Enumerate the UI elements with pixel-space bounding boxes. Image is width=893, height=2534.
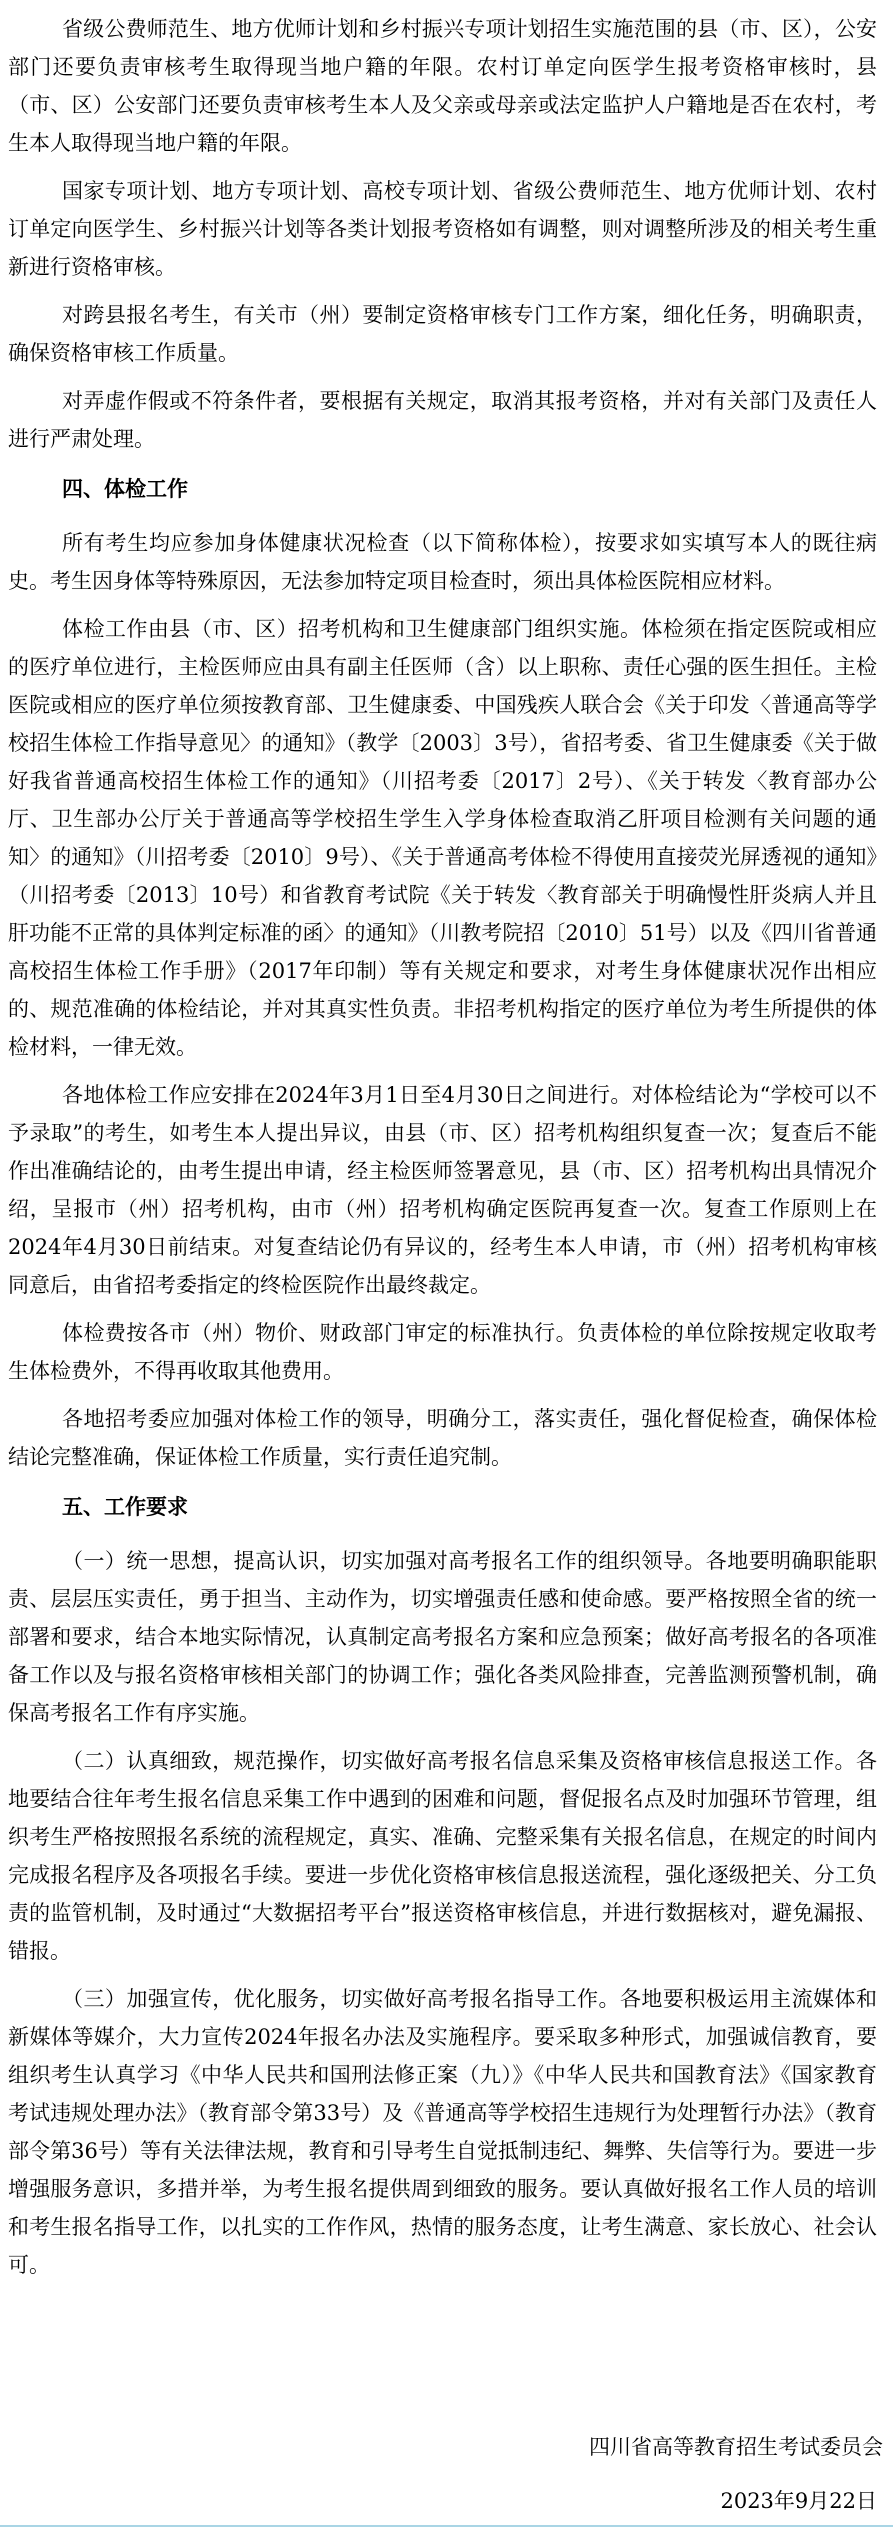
paragraph-exam-schedule-and-review: 各地体检工作应安排在2024年3月1日至4月30日之间进行。对体检结论为“学校可以不予录取”的考生，如考生本人提出异议，由县（市、区）招考机构组织复查一次；复查后不能作出准确结论的，由考生提出申请，经主检医师签署意见，县（市、区）招考机构出具情况介绍，呈报市（州）招考机构，由市（州）招考机构确定医院再复查一次。复查工作原则上在2024年4月30日前结束。对复查结论仍有异议的，经考生本人申请，市（州）招考机构审核同意后，由省招考委指定的终检医院作出最终裁定。 (8, 1083, 877, 1297)
bottom-divider (0, 2525, 893, 2527)
paragraph-exam-implementation-regulations: 体检工作由县（市、区）招考机构和卫生健康部门组织实施。体检须在指定医院或相应的医疗单位进行，主检医师应由具有副主任医师（含）以上职称、责任心强的医生担任。主检医院或相应的医疗单位须按教育部、卫生健康委、中国残疾人联合会《关于印发〈普通高等学校招生体检工作指导意见〉的通知》（教学〔2003〕3号），省招考委、省卫生健康委《关于做好我省普通高校招生体检工作的通知》（川招考委〔2017〕2号）、《关于转发〈教育部办公厅、卫生部办公厅关于普通高等学校招生学生入学身体检查取消乙肝项目检测有关问题的通知〉的通知》（川招考委〔2010〕9号）、《关于普通高考体检不得使用直接荧光屏透视的通知》（川招考委〔2013〕10号）和省教育考试院《关于转发〈教育部关于明确慢性肝炎病人并且肝功能不正常的具体判定标准的函〉的通知》（川教考院招〔2010〕51号）以及《四川省普通高校招生体检工作手册》（2017年印制）等有关规定和要求，对考生身体健康状况作出相应的、规范准确的体检结论，并对其真实性负责。非招考机构指定的医疗单位为考生所提供的体检材料，一律无效。 (8, 617, 877, 1059)
paragraph-hukou-year-review: 省级公费师范生、地方优师计划和乡村振兴专项计划招生实施范围的县（市、区），公安部门还要负责审核考生取得现当地户籍的年限。农村订单定向医学生报考资格审核时，县（市、区）公安部门还要负责审核考生本人及父亲或母亲或法定监护人户籍地是否在农村，考生本人取得现当地户籍的年限。 (8, 17, 877, 155)
paragraph-item-3-publicity-service: （三）加强宣传，优化服务，切实做好高考报名指导工作。各地要积极运用主流媒体和新媒体等媒介，大力宣传2024年报名办法及实施程序。要采取多种形式，加强诚信教育，要组织考生认真学习《中华人民共和国刑法修正案（九）》《中华人民共和国教育法》《国家教育考试违规处理办法》（教育部令第33号）及《普通高等学校招生违规行为处理暂行办法》（教育部令第36号）等有关法律法规，教育和引导考生自觉抵制违纪、舞弊、失信等行为。要进一步增强服务意识，多措并举，为考生报名提供周到细致的服务。要认真做好报名工作人员的培训和考生报名指导工作，以扎实的工作作风，热情的服务态度，让考生满意、家长放心、社会认可。 (8, 1987, 877, 2277)
document-body (0, 10, 893, 2284)
signature-issuer: 四川省高等教育招生考试委员会 (589, 2435, 883, 2459)
paragraph-item-1-unify-thinking: （一）统一思想，提高认识，切实加强对高考报名工作的组织领导。各地要明确职能职责、层层压实责任，勇于担当、主动作为，切实增强责任感和使命感。要严格按照全省的统一部署和要求，结合本地实际情况，认真制定高考报名方案和应急预案；做好高考报名的各项准备工作以及与报名资格审核相关部门的协调工作；强化各类风险排查，完善监测预警机制，确保高考报名工作有序实施。 (8, 1549, 877, 1725)
paragraph-plan-adjustment-recheck: 国家专项计划、地方专项计划、高校专项计划、省级公费师范生、地方优师计划、农村订单定向医学生、乡村振兴计划等各类计划报考资格如有调整，则对调整所涉及的相关考生重新进行资格审核。 (8, 179, 877, 279)
heading-section-5-work-requirements: 五、工作要求 (62, 1494, 188, 1519)
paragraph-fraud-penalty: 对弄虚作假或不符条件者，要根据有关规定，取消其报考资格，并对有关部门及责任人进行严肃处理。 (8, 389, 877, 451)
paragraph-exam-fee: 体检费按各市（州）物价、财政部门审定的标准执行。负责体检的单位除按规定收取考生体检费外，不得再收取其他费用。 (8, 1321, 877, 1383)
heading-section-4-physical-exam: 四、体检工作 (62, 476, 188, 501)
paragraph-item-2-info-collection: （二）认真细致，规范操作，切实做好高考报名信息采集及资格审核信息报送工作。各地要结合往年考生报名信息采集工作中遇到的困难和问题，督促报名点及时加强环节管理，组织考生严格按照报名系统的流程规定，真实、准确、完整采集有关报名信息，在规定的时间内完成报名程序及各项报名手续。要进一步优化资格审核信息报送流程，强化逐级把关、分工负责的监管机制，及时通过“大数据招考平台”报送资格审核信息，并进行数据核对，避免漏报、错报。 (8, 1749, 877, 1963)
paragraph-exam-leadership: 各地招考委应加强对体检工作的领导，明确分工，落实责任，强化督促检查，确保体检结论完整准确，保证体检工作质量，实行责任追究制。 (8, 1407, 877, 1469)
signature-date: 2023年9月22日 (720, 2489, 877, 2513)
paragraph-cross-county-plan: 对跨县报名考生，有关市（州）要制定资格审核专门工作方案，细化任务，明确职责，确保资格审核工作质量。 (8, 303, 877, 365)
paragraph-exam-requirement: 所有考生均应参加身体健康状况检查（以下简称体检），按要求如实填写本人的既往病史。考生因身体等特殊原因，无法参加特定项目检查时，须出具体检医院相应材料。 (8, 531, 877, 593)
